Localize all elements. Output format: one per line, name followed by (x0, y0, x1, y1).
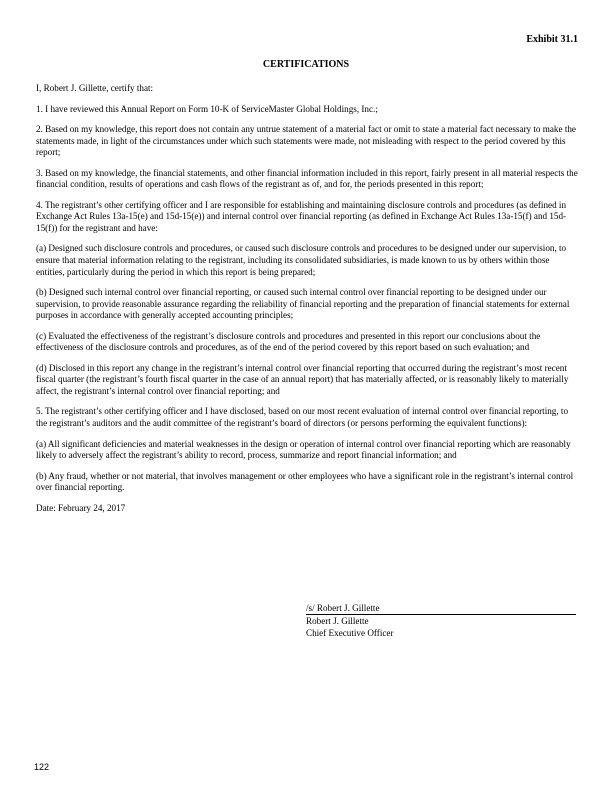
paragraph-5: 5. The registrant’s other certifying officer and I have disclosed, based on our most recent evaluation of internal control over financial reporting, to the registrant’s auditors and the audit committee of the registrant’s board of directors (or persons performing the equivalent functions): (36, 406, 569, 429)
paragraph-4d: (d) Disclosed in this report any change in the registrant’s internal control over financial reporting that occurred during the registrant’s most recent fiscal quarter (the registrant’s fourth fiscal quarter in the case of an annual report) that has materially affected, or is reasonably likely to materially affect, the registrant’s internal control over financial reporting; and (36, 362, 569, 396)
paragraph-1: 1. I have reviewed this Annual Report on Form 10-K of ServiceMaster Global Holdings, Inc.; (36, 103, 378, 114)
signer-name: Robert J. Gillette (306, 616, 369, 626)
date-line: Date: February 24, 2017 (36, 502, 126, 513)
certification-body (36, 83, 578, 523)
paragraph-4c: (c) Evaluated the effectiveness of the registrant’s disclosure controls and procedures and presented in this report our conclusions about the effectiveness of the disclosure controls and procedures, as of the end of the period covered by this report based on such evaluation; and (36, 330, 541, 353)
paragraph-4b: (b) Designed such internal control over financial reporting, or caused such internal control over financial reporting to be designed under our supervision, to provide reasonable assurance regarding the reliability of financial reporting and the preparation of financial statements for external purposes in accordance with generally accepted accounting principles; (36, 287, 570, 321)
exhibit-label: Exhibit 31.1 (526, 34, 578, 45)
page-number: 122 (34, 762, 50, 772)
signature-block (306, 602, 576, 639)
paragraph-3: 3. Based on my knowledge, the financial statements, and other financial information included in this report, fairly present in all material respects the financial condition, results of operations and cash flows of the registrant as of, and for, the periods presented in this report; (36, 167, 578, 190)
paragraph-intro: I, Robert J. Gillette, certify that: (36, 83, 154, 93)
paragraph-5b: (b) Any fraud, whether or not material, that involves management or other employees who have a significant role in the registrant’s internal control over financial reporting. (36, 470, 574, 493)
page-title: CERTIFICATIONS (262, 59, 350, 70)
signature-line: /s/ Robert J. Gillette (306, 602, 576, 615)
paragraph-2: 2. Based on my knowledge, this report does not contain any untrue statement of a material fact or omit to state a material fact necessary to make the statements made, in light of the circumstances under which such statements were made, not misleading with respect to the period covered by this report; (36, 124, 576, 158)
paragraph-4: 4. The registrant’s other certifying officer and I are responsible for establishing and maintaining disclosure controls and procedures (as defined in Exchange Act Rules 13a-15(e) and 15d-15(e)) and internal control over financial reporting (as defined in Exchange Act Rules 13a-15(f) and 15d-15(f)) for the registrant and have: (36, 199, 567, 233)
paragraph-5a: (a) All significant deficiencies and material weaknesses in the design or operation of internal control over financial reporting which are reasonably likely to adversely affect the registrant’s ability to record, process, summarize and report financial information; and (36, 438, 571, 461)
signer-title: Chief Executive Officer (306, 628, 394, 638)
paragraph-4a: (a) Designed such disclosure controls and procedures, or caused such disclosure controls and procedures to be designed under our supervision, to ensure that material information relating to the registrant, including its consolidated subsidiaries, is made known to us by others within those entities, particularly during the period in which this report is being prepared; (36, 243, 567, 277)
